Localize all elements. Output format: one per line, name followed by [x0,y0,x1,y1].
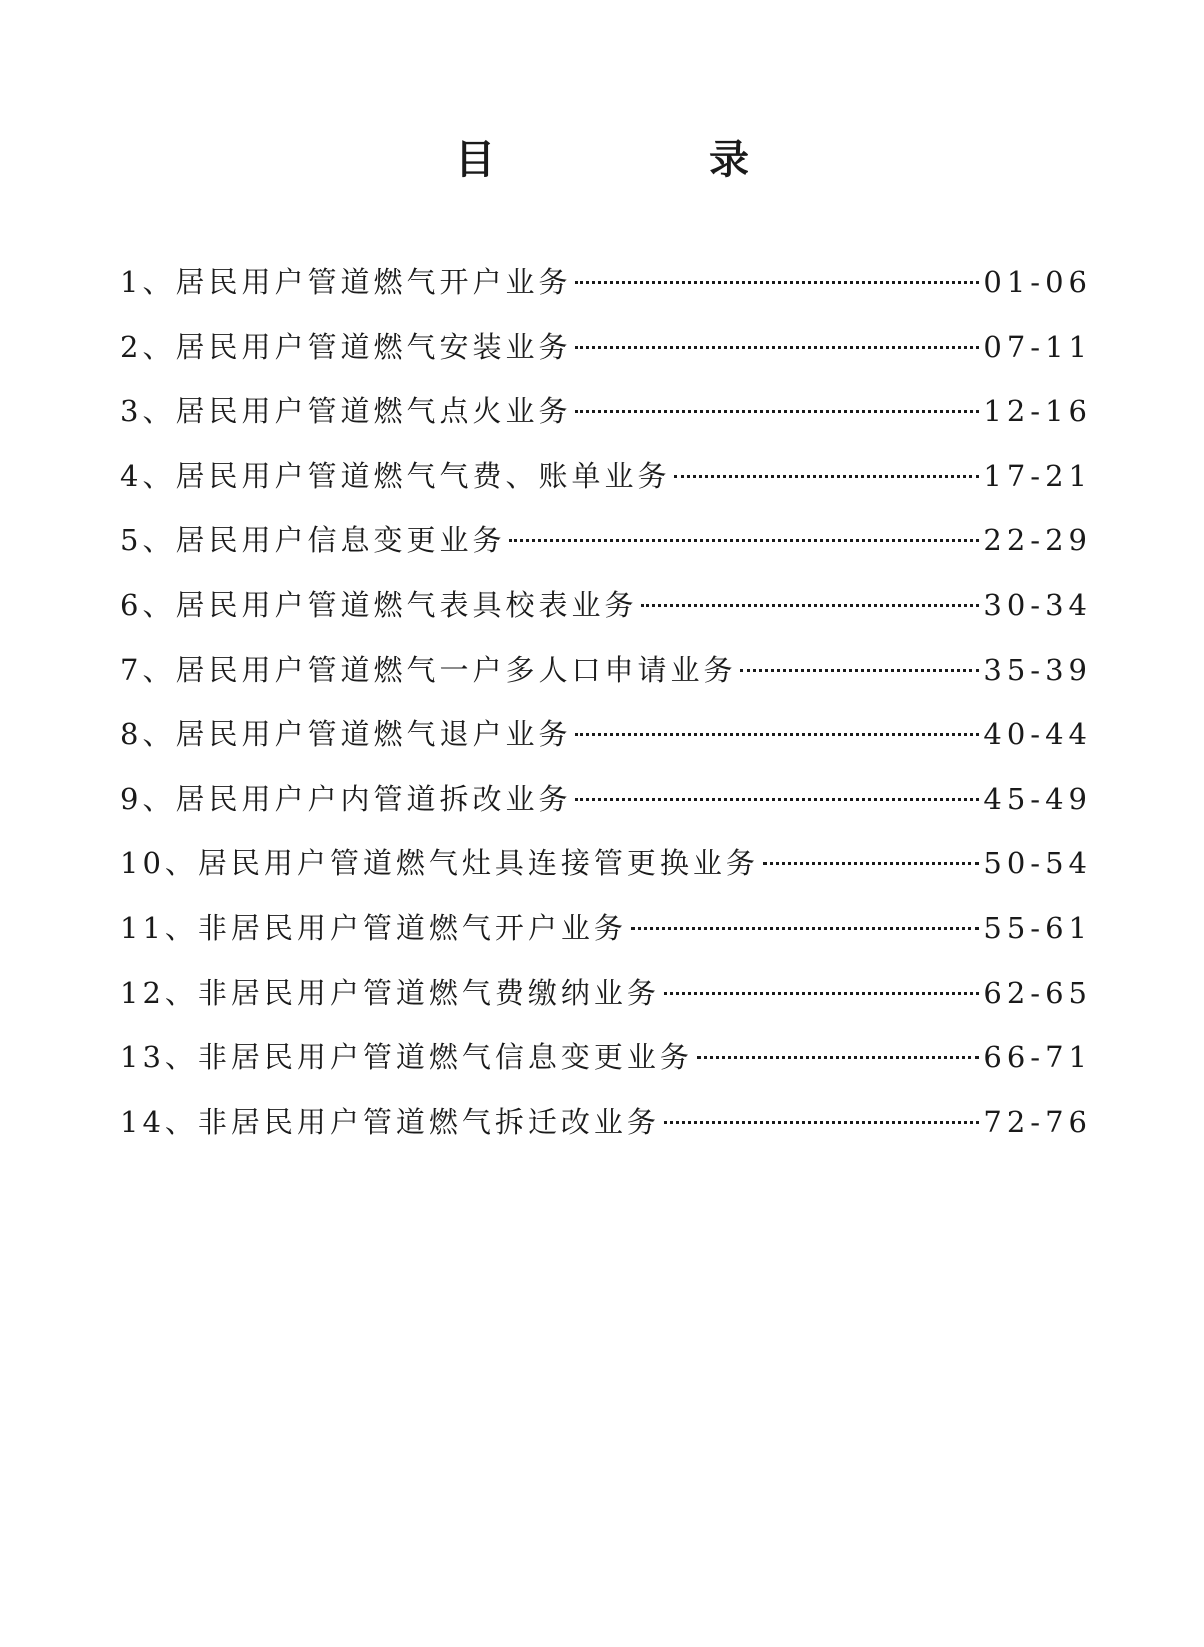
toc-entry-label: 10、居民用户管道燃气灶具连接管更换业务 [120,846,759,881]
toc-entry-pages: 72-76 [983,1104,1092,1139]
toc-leader-dots [575,410,979,413]
toc-entry[interactable] [120,648,1092,713]
toc-entry[interactable] [120,712,1092,777]
toc-entry-pages: 12-16 [983,394,1092,429]
toc-leader-dots [674,475,979,478]
toc-entry-label: 3、居民用户管道燃气点火业务 [120,394,572,429]
toc-entry-pages: 45-49 [983,781,1092,816]
toc-entry-label: 6、居民用户管道燃气表具校表业务 [120,587,638,622]
toc-title: 目 录 [455,137,849,183]
toc-entry-label: 2、居民用户管道燃气安装业务 [120,329,572,364]
toc-leader-dots [575,281,979,284]
toc-entry-pages: 55-61 [983,910,1092,945]
toc-entry-pages: 17-21 [983,458,1092,493]
toc-leader-dots [641,604,979,607]
toc-entry-label: 12、非居民用户管道燃气费缴纳业务 [120,975,660,1010]
toc-entry-label: 7、居民用户管道燃气一户多人口申请业务 [120,652,737,687]
toc-leader-dots [631,927,979,930]
toc-entry-pages: 22-29 [983,523,1092,558]
toc-entry[interactable] [120,518,1092,583]
toc-entry-label: 13、非居民用户管道燃气信息变更业务 [120,1040,693,1075]
toc-entry[interactable] [120,260,1092,325]
toc-leader-dots [575,798,979,801]
toc-entry-pages: 50-54 [983,846,1092,881]
toc-leader-dots [763,862,979,865]
toc-entry-label: 4、居民用户管道燃气气费、账单业务 [120,458,671,493]
toc-entry[interactable] [120,454,1092,519]
toc-entry-pages: 62-65 [983,975,1092,1010]
toc-entry[interactable] [120,325,1092,390]
toc-entry-pages: 30-34 [983,587,1092,622]
toc-entry[interactable] [120,906,1092,971]
toc-entry[interactable] [120,583,1092,648]
toc-entry-label: 5、居民用户信息变更业务 [120,523,506,558]
toc-entry[interactable] [120,777,1092,842]
toc-entry-pages: 01-06 [983,265,1092,299]
toc-entry-label: 9、居民用户户内管道拆改业务 [120,781,572,816]
toc-leader-dots [575,346,979,349]
toc-entry-label: 1、居民用户管道燃气开户业务 [120,265,572,299]
toc-leader-dots [509,539,979,542]
toc-entry-pages: 07-11 [983,329,1092,364]
toc-entry[interactable] [120,1035,1092,1100]
toc-entry[interactable] [120,1100,1092,1165]
toc-entry-pages: 35-39 [983,652,1092,687]
toc-entry-pages: 40-44 [983,717,1092,752]
toc-entry-label: 11、非居民用户管道燃气开户业务 [120,910,627,945]
toc-entry[interactable] [120,971,1092,1036]
toc-leader-dots [664,992,979,995]
toc-leader-dots [575,733,979,736]
toc-leader-dots [697,1056,979,1059]
toc-entry[interactable] [120,841,1092,906]
toc-leader-dots [740,669,979,672]
toc-leader-dots [664,1121,979,1124]
toc-entry-label: 14、非居民用户管道燃气拆迁改业务 [120,1104,660,1139]
toc-entry-label: 8、居民用户管道燃气退户业务 [120,717,572,752]
toc-entry-pages: 66-71 [983,1040,1092,1075]
toc-entry[interactable] [120,389,1092,454]
toc-list [120,260,1092,1164]
